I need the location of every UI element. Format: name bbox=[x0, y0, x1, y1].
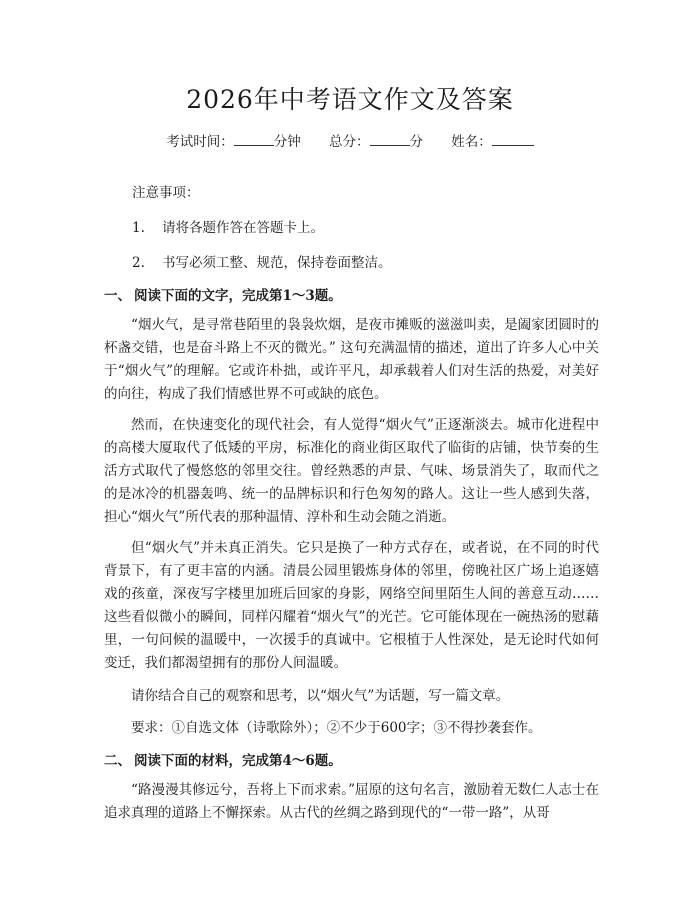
name-label: 姓名： bbox=[451, 134, 492, 150]
document-body bbox=[104, 182, 599, 825]
page-title: 2026年中考语文作文及答案 bbox=[186, 85, 514, 114]
exam-time-field bbox=[166, 131, 301, 152]
total-score-field bbox=[329, 131, 423, 152]
passage-paragraph: 但“烟火气”并未真正消失。它只是换了一种方式存在，或者说，在不同的时代背景下，有了更丰富的内涵。清晨公园里锻炼身体的邻里，傍晚社区广场上追逐嬉戏的孩童，深夜写字楼里加班后回家的身影，网络空间里陌生人间的善意互动……这些看似微小的瞬间，同样闪耀着“烟火气”的光芒。它可能体现在一碗热汤的慰藉里，一句问候的温暖中，一次援手的真诚中。它根植于人性深处，是无论时代如何变迁，我们都渴望拥有的那份人间温暖。 bbox=[104, 540, 599, 671]
notice-item-number: 2. bbox=[132, 255, 145, 271]
writing-requirement: 要求：①自选文体（诗歌除外）；②不少于600字；③不得抄袭套作。 bbox=[131, 720, 542, 736]
exam-info bbox=[0, 131, 700, 152]
section-number: 二、 bbox=[104, 753, 131, 769]
name-blank bbox=[492, 131, 534, 146]
exam-time-unit: 分钟 bbox=[273, 134, 301, 150]
notice-item-number: 1. bbox=[132, 220, 145, 236]
notice-title: 注意事项： bbox=[132, 185, 200, 201]
passage-paragraph: “烟火气，是寻常巷陌里的袅袅炊烟，是夜市摊贩的滋滋叫卖，是阖家团圆时的杯盏交错，也是奋斗路上不灭的微光。” 这句充满温情的描述，道出了许多人心中关于“烟火气”的理解。它或许朴拙，或许平凡，却承载着人们对生活的热爱，对美好的向往，构成了我们情感世界不可或缺的底色。 bbox=[104, 317, 599, 402]
notice-item bbox=[132, 217, 599, 239]
total-score-blank bbox=[370, 131, 410, 146]
exam-time-blank bbox=[234, 131, 274, 146]
name-field bbox=[451, 131, 534, 152]
notice-item bbox=[132, 252, 599, 274]
passage-paragraph: “路漫漫其修远兮，吾将上下而求索。”屈原的这句名言，激励着无数仁人志士在追求真理的道路上不懈探索。从古代的丝绸之路到现代的“一带一路”，从哥 bbox=[104, 782, 599, 821]
section-number: 一、 bbox=[104, 288, 131, 304]
section-heading-text: 阅读下面的材料，完成第4～6题。 bbox=[134, 753, 342, 769]
writing-prompt: 请你结合自己的观察和思考，以“烟火气”为话题，写一篇文章。 bbox=[131, 688, 510, 704]
section-heading-2 bbox=[104, 750, 599, 772]
section-heading-1 bbox=[104, 285, 599, 307]
notice-item-text: 请将各题作答在答题卡上。 bbox=[162, 220, 324, 236]
total-score-label: 总分： bbox=[329, 134, 370, 150]
section-heading-text: 阅读下面的文字，完成第1～3题。 bbox=[134, 288, 342, 304]
passage-paragraph: 然而，在快速变化的现代社会，有人觉得“烟火气”正逐渐淡去。城市化进程中的高楼大厦取代了低矮的平房，标准化的商业街区取代了临街的店铺，快节奏的生活方式取代了慢悠悠的邻里交往。曾经熟悉的声景、气味、场景消失了，取而代之的是冰冷的机器轰鸣、统一的品牌标识和行色匆匆的路人。这让一些人感到失落，担心“烟火气”所代表的那种温情、淳朴和生动会随之消逝。 bbox=[104, 417, 599, 525]
total-score-unit: 分 bbox=[409, 134, 423, 150]
exam-time-label: 考试时间： bbox=[166, 134, 234, 150]
notice-item-text: 书写必须工整、规范，保持卷面整洁。 bbox=[162, 255, 392, 271]
